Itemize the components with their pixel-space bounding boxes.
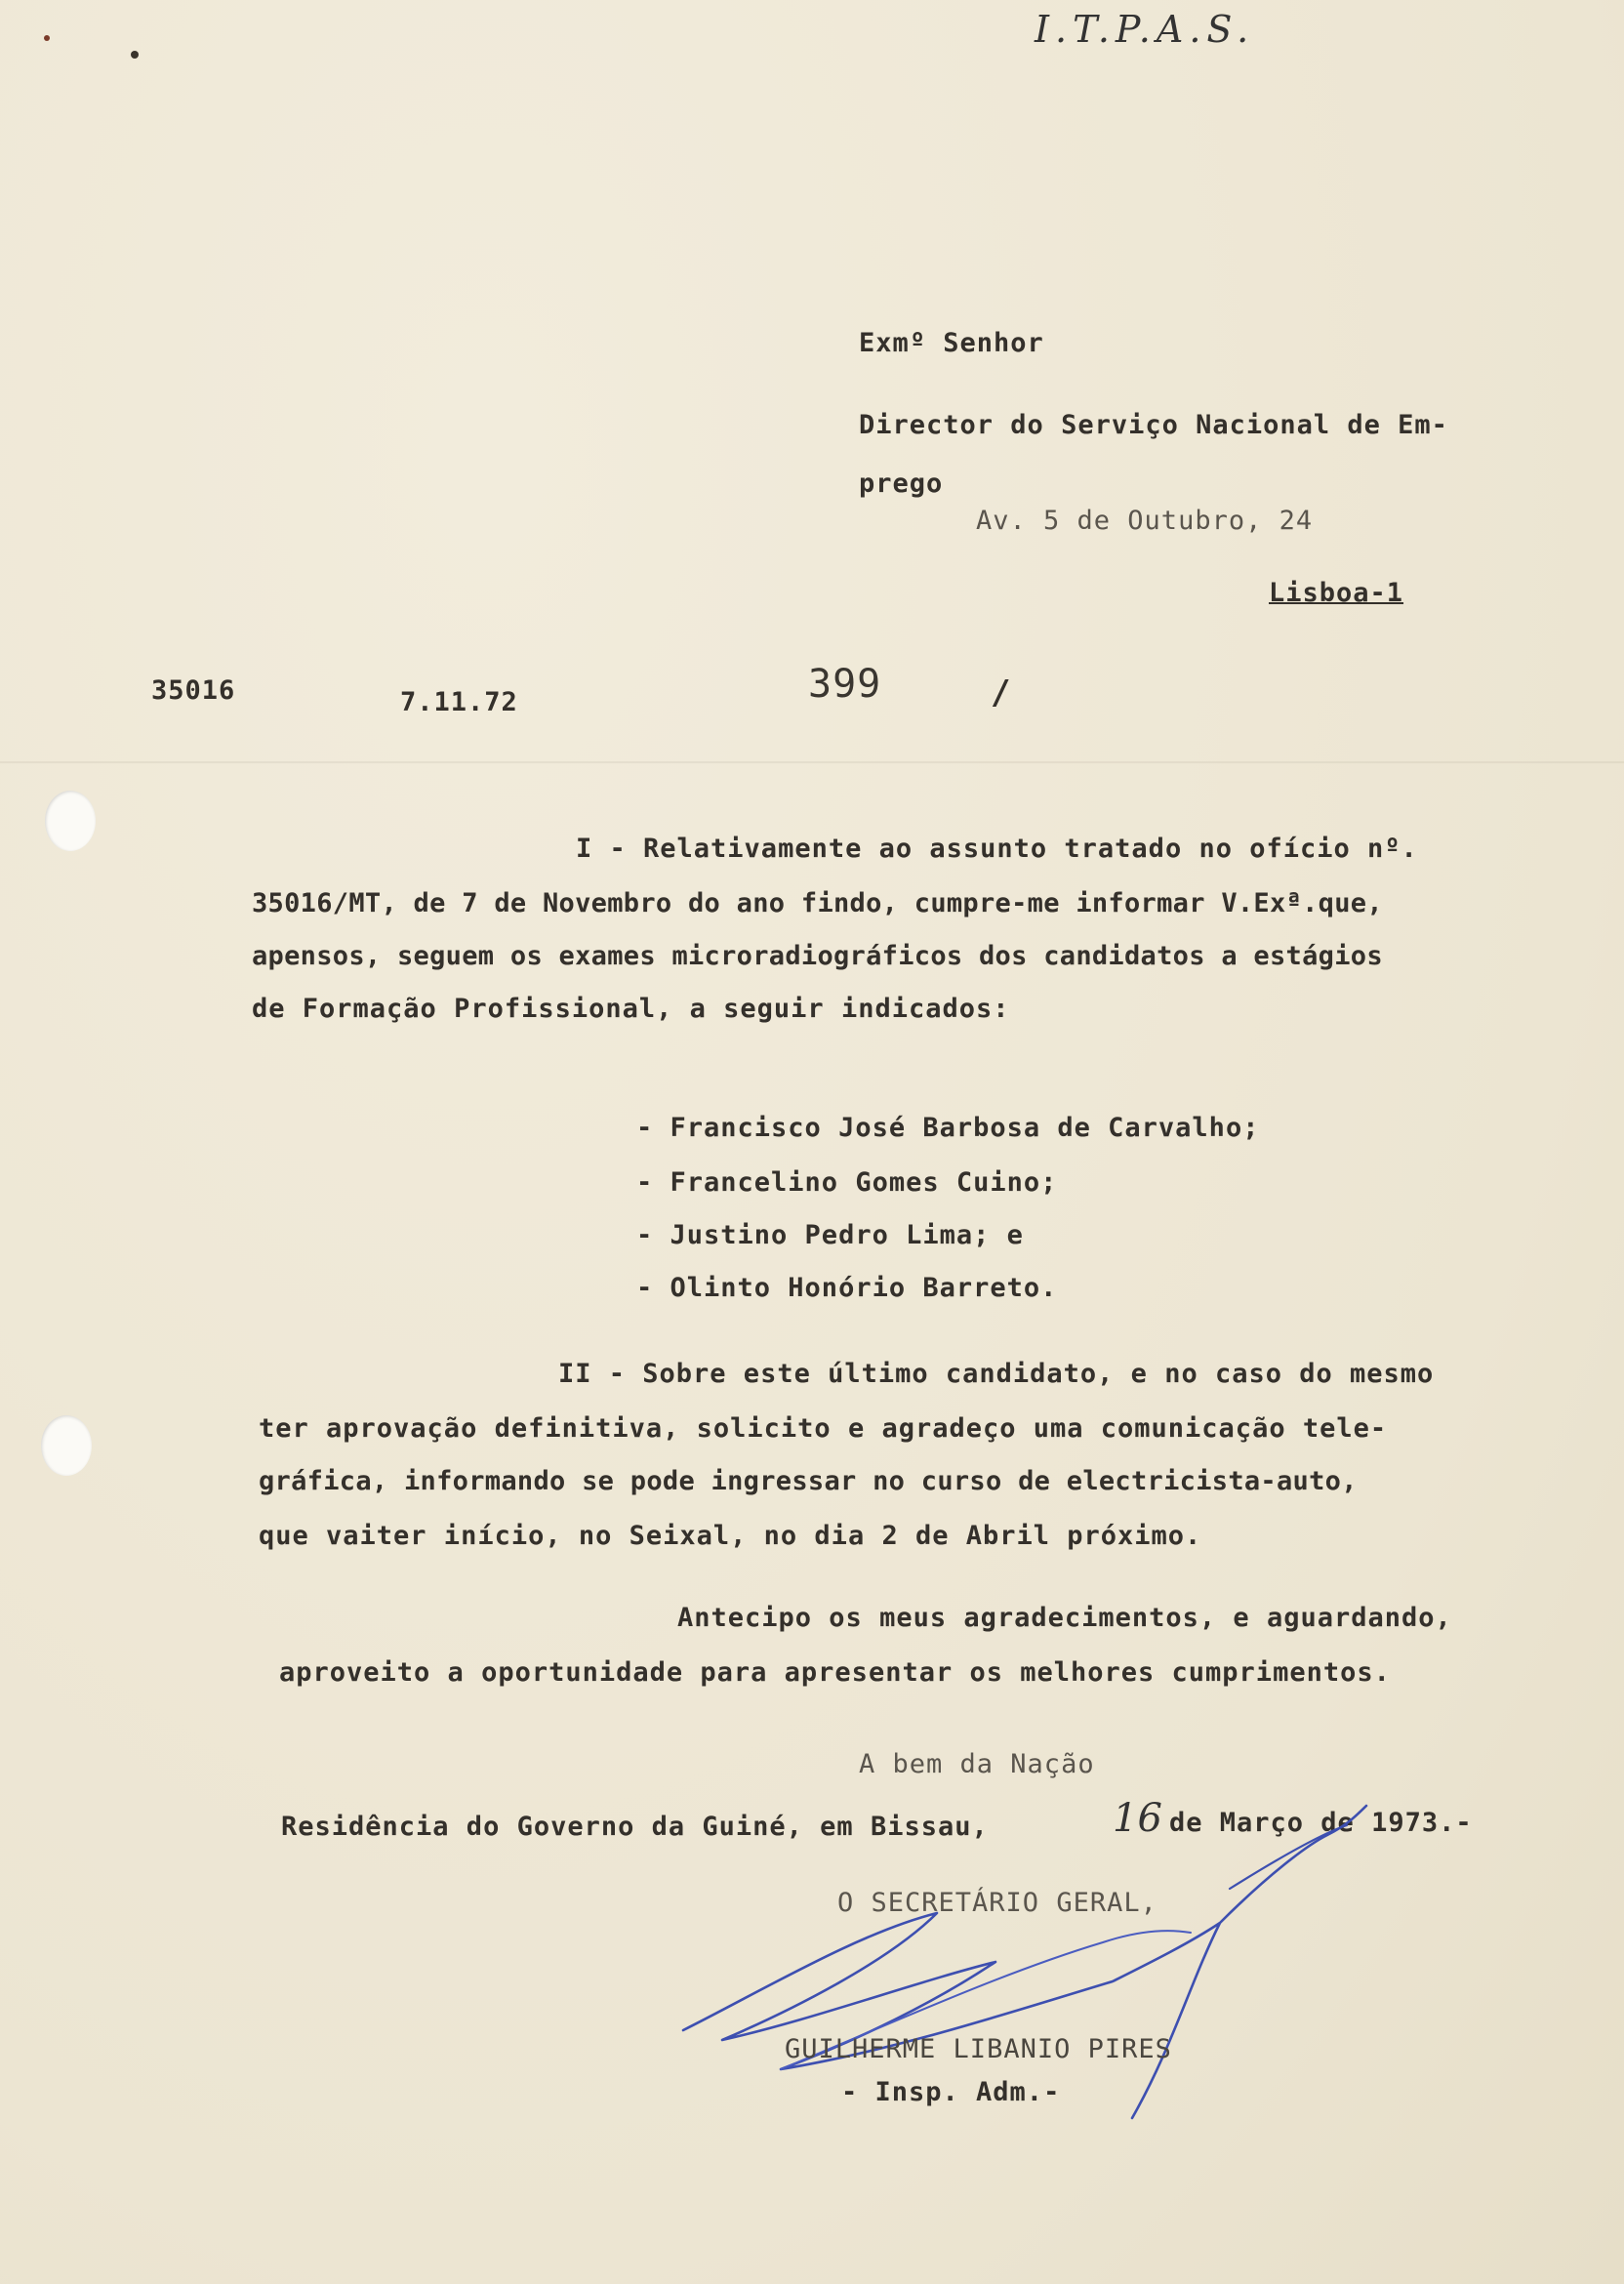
punch-hole-bottom <box>41 1415 92 1476</box>
para2-line3: gráfica, informando se pode ingressar no curso de electricista-auto, <box>259 1466 1358 1496</box>
signatory-role: - Insp. Adm.- <box>841 2077 1061 2107</box>
closing-date: de Março de 1973.- <box>1169 1808 1473 1838</box>
paper-speck <box>44 35 50 41</box>
reference-separator: / <box>991 673 1012 713</box>
para2-line1: II - Sobre este último candidato, e no caso do mesmo <box>558 1359 1435 1389</box>
signatory-name: GUILHERME LIBANIO PIRES <box>785 2034 1172 2064</box>
para1-line3: apensos, seguem os exames microradiográficos dos candidatos a estágios <box>252 941 1383 971</box>
candidate-item: - Francisco José Barbosa de Carvalho; <box>636 1113 1260 1143</box>
para2-line2: ter aprovação definitiva, solicito e agradeço uma comunicação tele- <box>259 1413 1388 1444</box>
salutation: Exmº Senhor <box>859 328 1044 358</box>
candidate-item: - Justino Pedro Lima; e <box>636 1220 1024 1250</box>
addressee-street: Av. 5 de Outubro, 24 <box>976 506 1314 536</box>
para1-line2: 35016/MT, de 7 de Novembro do ano findo, cumpre-me informar V.Exª.que, <box>252 888 1383 918</box>
para1-line1: I - Relativamente ao assunto tratado no ofício nº. <box>576 834 1418 864</box>
punch-hole-top <box>45 791 96 851</box>
para3-line1: Antecipo os meus agradecimentos, e aguardando, <box>677 1603 1452 1633</box>
closing-motto: A bem da Nação <box>859 1749 1095 1779</box>
reference-number: 35016 <box>151 675 236 706</box>
reference-date: 7.11.72 <box>400 687 518 717</box>
para3-line2: aproveito a oportunidade para apresentar os melhores cumprimentos. <box>279 1657 1391 1688</box>
paper-fold-line <box>0 761 1624 763</box>
paper-speck <box>131 51 139 59</box>
para1-line4: de Formação Profissional, a seguir indicados: <box>252 994 1010 1024</box>
candidate-item: - Francelino Gomes Cuino; <box>636 1167 1058 1198</box>
candidate-item: - Olinto Honório Barreto. <box>636 1273 1058 1303</box>
closing-day-handwritten: 16 <box>1113 1796 1162 1841</box>
closing-place: Residência do Governo da Guiné, em Bissau, <box>281 1812 989 1842</box>
para2-line4: que vaiter início, no Seixal, no dia 2 de Abril próximo. <box>259 1521 1202 1551</box>
addressee-title-line1: Director do Serviço Nacional de Em- <box>859 410 1448 440</box>
marginal-note: I.T.P.A.S. <box>1035 8 1255 51</box>
outgoing-number: 399 <box>808 662 882 707</box>
addressee-city: Lisboa-1 <box>1269 578 1404 608</box>
addressee-title-line2: prego <box>859 469 944 499</box>
closing-office: O SECRETÁRIO GERAL, <box>837 1888 1157 1918</box>
handwritten-signature <box>644 1796 1386 2167</box>
